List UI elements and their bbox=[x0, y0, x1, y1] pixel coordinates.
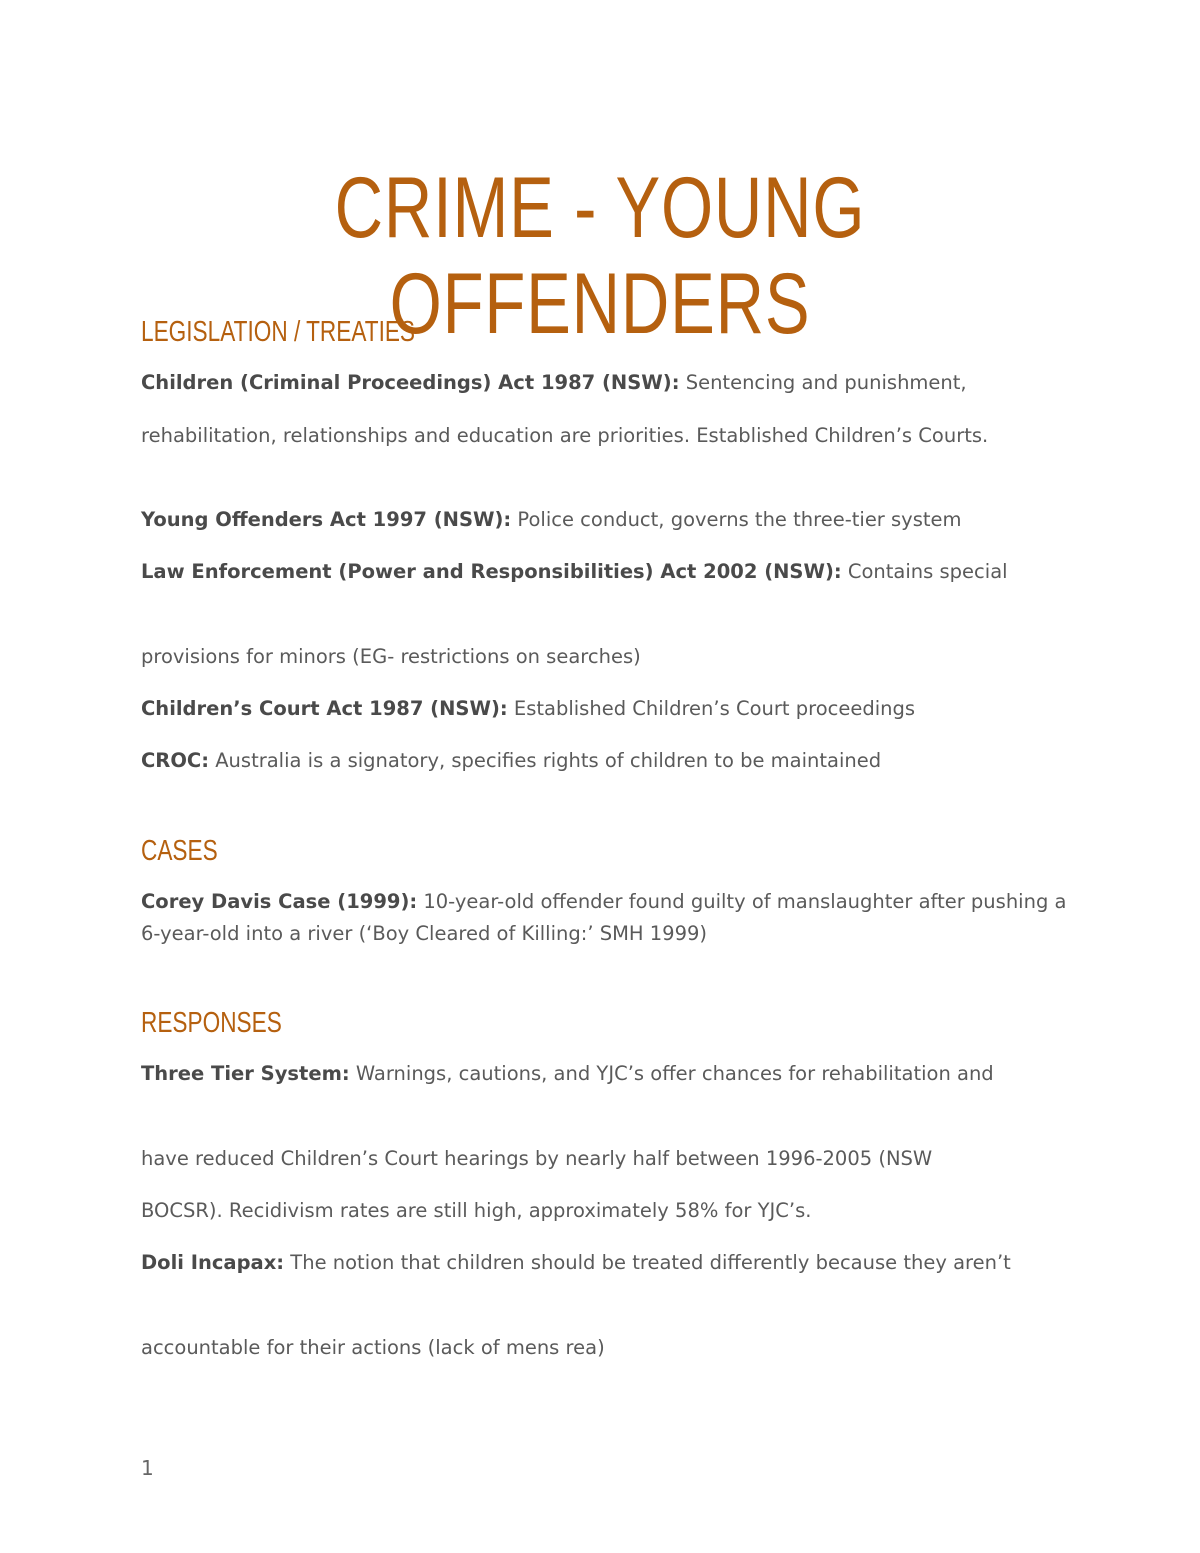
responses-paragraph-5 bbox=[141, 1332, 1071, 1364]
cases-text-1: 10-year-old offender found guilty of manslaughter after pushing a 6-year-old into a river (‘Boy Cleared of Killing:’ SMH 1999) bbox=[141, 890, 1067, 945]
legislation-text-1: Sentencing and punishment, bbox=[679, 371, 967, 394]
page-number: 1 bbox=[141, 1456, 154, 1480]
cases-paragraph-1 bbox=[141, 886, 1071, 950]
cases-term-1: Corey Davis Case (1999): bbox=[141, 890, 418, 913]
legislation-term-4: Law Enforcement (Power and Responsibilities) Act 2002 (NSW): bbox=[141, 560, 842, 583]
legislation-text-6: Established Children’s Court proceedings bbox=[507, 697, 916, 720]
legislation-paragraph-3 bbox=[141, 504, 1071, 536]
responses-paragraph-4 bbox=[141, 1247, 1071, 1279]
legislation-text-7: Australia is a signatory, specifies rights of children to be maintained bbox=[209, 749, 882, 772]
legislation-text-2: rehabilitation, relationships and education are priorities. Established Children’s Courts. bbox=[141, 424, 989, 447]
legislation-text-4: Contains special bbox=[841, 560, 1008, 583]
responses-term-4: Doli Incapax: bbox=[141, 1251, 285, 1274]
section-heading-cases: CASES bbox=[141, 835, 218, 867]
legislation-paragraph-6 bbox=[141, 693, 1071, 725]
responses-text-3: BOCSR). Recidivism rates are still high, approximately 58% for YJC’s. bbox=[141, 1199, 812, 1222]
document-title: CRIME - YOUNG OFFENDERS bbox=[334, 160, 866, 352]
responses-text-5: accountable for their actions (lack of mens rea) bbox=[141, 1336, 605, 1359]
legislation-paragraph-7 bbox=[141, 745, 1071, 777]
legislation-text-5: provisions for minors (EG- restrictions on searches) bbox=[141, 645, 641, 668]
responses-paragraph-2 bbox=[141, 1143, 1071, 1175]
legislation-term-3: Young Offenders Act 1997 (NSW): bbox=[141, 508, 512, 531]
section-heading-legislation: LEGISLATION / TREATIES bbox=[141, 316, 416, 348]
legislation-paragraph-5 bbox=[141, 641, 1071, 673]
legislation-term-6: Children’s Court Act 1987 (NSW): bbox=[141, 697, 508, 720]
legislation-paragraph-2 bbox=[141, 420, 1071, 452]
responses-text-4: The notion that children should be treated differently because they aren’t bbox=[284, 1251, 1011, 1274]
legislation-text-3: Police conduct, governs the three-tier system bbox=[511, 508, 962, 531]
responses-term-1: Three Tier System: bbox=[141, 1062, 350, 1085]
responses-paragraph-3 bbox=[141, 1195, 1071, 1227]
responses-paragraph-1 bbox=[141, 1058, 1071, 1090]
legislation-term-1: Children (Criminal Proceedings) Act 1987 (NSW): bbox=[141, 371, 680, 394]
responses-text-1: Warnings, cautions, and YJC’s offer chances for rehabilitation and bbox=[349, 1062, 994, 1085]
legislation-term-7: CROC: bbox=[141, 749, 210, 772]
legislation-paragraph-4 bbox=[141, 556, 1071, 588]
legislation-paragraph-1 bbox=[141, 367, 1071, 399]
section-heading-responses: RESPONSES bbox=[141, 1007, 282, 1039]
responses-text-2: have reduced Children’s Court hearings by nearly half between 1996-2005 (NSW bbox=[141, 1147, 933, 1170]
